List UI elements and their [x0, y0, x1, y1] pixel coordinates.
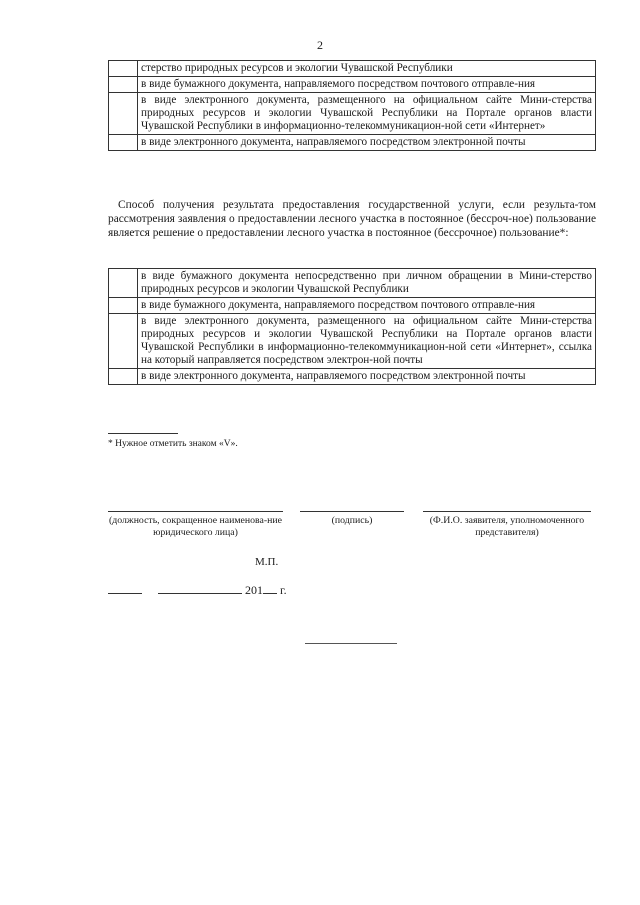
stamp-place: М.П. [255, 556, 279, 568]
name-signature-line: (Ф.И.О. заявителя, уполномоченного представителя) [423, 511, 591, 539]
option-text: в виде бумажного документа, направляемого посредством почтового отправле-ния [138, 77, 596, 93]
option-text: в виде электронного документа, размещенного на официальном сайте Мини-стерства природных ресурсов и экологии Чувашской Республики на Портале органов власти Чувашской Республики в информационно-телекоммуникацион-ной сети «Интернет», ссылка на который направляется посредством электрон-ной почты [138, 314, 596, 369]
table-row [109, 314, 596, 369]
delivery-options-table-1 [108, 60, 596, 151]
table-row [109, 269, 596, 298]
position-signature-line: (должность, сокращенное наименова-ние юридического лица) [108, 511, 283, 539]
checkbox-cell[interactable] [109, 61, 138, 77]
option-text: в виде электронного документа, размещенного на официальном сайте Мини-стерства природных ресурсов и экологии Чувашской Республики на Портале органов власти Чувашской Республики в информационно-телекоммуникацион-ной сети «Интернет» [138, 93, 596, 135]
option-text: в виде электронного документа, направляемого посредством электронной почты [138, 135, 596, 151]
option-text: в виде бумажного документа непосредственно при личном обращении в Мини-стерство природных ресурсов и экологии Чувашской Республики [138, 269, 596, 298]
month-blank[interactable] [158, 583, 242, 594]
table-row [109, 135, 596, 151]
year-prefix: 201 [245, 583, 263, 597]
option-text: в виде электронного документа, направляемого посредством электронной почты [138, 369, 596, 385]
table-row [109, 298, 596, 314]
footnote-separator [108, 433, 178, 434]
signature-line: (подпись) [300, 511, 404, 527]
year-suffix: г. [280, 583, 287, 597]
checkbox-cell[interactable] [109, 135, 138, 151]
table-row [109, 61, 596, 77]
table-row [109, 77, 596, 93]
footnote: * Нужное отметить знаком «V». [108, 439, 238, 449]
checkbox-cell[interactable] [109, 77, 138, 93]
year-blank[interactable] [263, 583, 277, 594]
table-row [109, 369, 596, 385]
option-text: стерство природных ресурсов и экологии Чувашской Республики [138, 61, 596, 77]
end-separator [305, 643, 397, 644]
checkbox-cell[interactable] [109, 298, 138, 314]
checkbox-cell[interactable] [109, 269, 138, 298]
delivery-options-table-2 [108, 268, 596, 385]
date-line [108, 583, 287, 598]
page-number: 2 [317, 38, 323, 52]
option-text: в виде бумажного документа, направляемого посредством почтового отправле-ния [138, 298, 596, 314]
table-row [109, 93, 596, 135]
method-paragraph: Способ получения результата предоставления государственной услуги, если результа-том рассмотрения заявления о предоставлении лесного участка в постоянное (бессроч-ное) пользование является решение о предоставлении лесного участка в постоянное (бессрочное) пользование*: [108, 199, 596, 239]
day-blank[interactable] [108, 583, 142, 594]
checkbox-cell[interactable] [109, 93, 138, 135]
checkbox-cell[interactable] [109, 314, 138, 369]
checkbox-cell[interactable] [109, 369, 138, 385]
